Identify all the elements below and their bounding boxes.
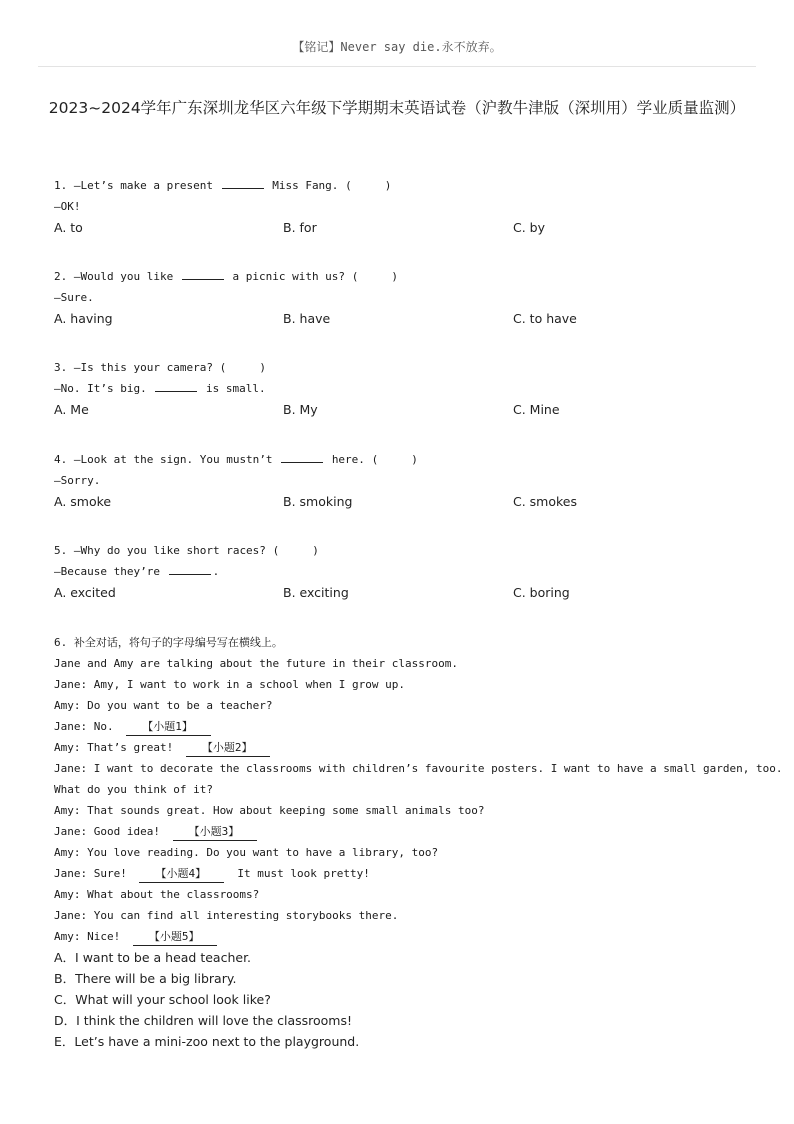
header-divider xyxy=(38,66,756,67)
answer-blank[interactable] xyxy=(182,267,224,280)
option-c[interactable]: C. to have xyxy=(513,311,577,326)
reply-text: . xyxy=(212,565,220,578)
question-text: a picnic with us? xyxy=(232,270,346,283)
answer-slot-4[interactable]: 【小题4】 xyxy=(139,866,224,883)
question-1-options xyxy=(54,217,754,239)
answer-slot-1[interactable]: 【小题1】 xyxy=(126,719,211,736)
question-4-reply: —Sorry. xyxy=(54,474,101,487)
answer-paren[interactable]: ( ) xyxy=(351,270,399,283)
option-c[interactable]: C. boring xyxy=(513,585,570,600)
dialog-intro: Jane and Amy are talking about the future in their classroom. xyxy=(54,657,458,670)
option-a[interactable]: A. excited xyxy=(54,585,116,600)
dialog-text: It must look pretty! xyxy=(237,867,370,880)
option-b[interactable]: B. smoking xyxy=(283,494,353,509)
answer-paren[interactable]: ( ) xyxy=(345,179,392,192)
answer-slot-3[interactable]: 【小题3】 xyxy=(173,824,258,841)
question-2-prompt xyxy=(54,266,754,287)
answer-blank[interactable] xyxy=(155,379,197,392)
question-2-reply: —Sure. xyxy=(54,291,94,304)
question-text: —Is this your camera? xyxy=(73,361,213,374)
question-number: 4. xyxy=(54,453,68,466)
answer-paren[interactable]: ( ) xyxy=(272,544,319,557)
dialog-text: Amy: That’s great! xyxy=(54,741,174,754)
option-a[interactable]: A. Me xyxy=(54,402,89,417)
choice-c: C．What will your school look like? xyxy=(54,992,271,1007)
dialog-text: Jane: Sure! xyxy=(54,867,127,880)
option-b[interactable]: B. My xyxy=(283,402,318,417)
question-6-instruction: 6. 补全对话，将句子的字母编号写在横线上。 xyxy=(54,636,283,649)
question-5-options xyxy=(54,582,754,604)
option-b[interactable]: B. exciting xyxy=(283,585,349,600)
question-text: —Let’s make a present xyxy=(73,179,213,192)
answer-blank[interactable] xyxy=(281,450,323,463)
question-4-options xyxy=(54,491,754,513)
choice-b: B．There will be a big library. xyxy=(54,971,237,986)
question-text: —Why do you like short races? xyxy=(73,544,266,557)
answer-slot-5[interactable]: 【小题5】 xyxy=(133,929,218,946)
question-text: Miss Fang. xyxy=(272,179,339,192)
question-text: —Would you like xyxy=(73,270,174,283)
dialog-line: Amy: What about the classrooms? xyxy=(54,888,260,901)
dialog-line xyxy=(54,737,754,758)
dialog-line xyxy=(54,716,754,737)
answer-paren[interactable]: ( ) xyxy=(219,361,266,374)
dialog-line: Jane: I want to decorate the classrooms with children’s favourite posters. I want to have a small garden, too. xyxy=(54,762,783,775)
question-5 xyxy=(54,540,754,604)
question-5-prompt xyxy=(54,540,754,561)
dialog-line: What do you think of it? xyxy=(54,783,213,796)
dialog-text: Amy: Nice! xyxy=(54,930,121,943)
dialog-line: Amy: That sounds great. How about keeping some small animals too? xyxy=(54,804,485,817)
question-1 xyxy=(54,175,754,239)
question-number: 5. xyxy=(54,544,68,557)
dialog-line: Amy: Do you want to be a teacher? xyxy=(54,699,273,712)
question-5-reply xyxy=(54,561,754,582)
choice-d: D．I think the children will love the classrooms! xyxy=(54,1013,353,1028)
question-2-options xyxy=(54,308,754,330)
question-number: 3. xyxy=(54,361,68,374)
question-4 xyxy=(54,449,754,513)
reply-text: is small. xyxy=(205,382,266,395)
question-3-prompt xyxy=(54,357,754,378)
choice-a: A．I want to be a head teacher. xyxy=(54,950,252,965)
question-1-prompt xyxy=(54,175,754,196)
question-1-reply: —OK! xyxy=(54,200,81,213)
option-a[interactable]: A. having xyxy=(54,311,113,326)
question-text: —Look at the sign. You mustn’t xyxy=(73,453,273,466)
reply-text: —Because they’re xyxy=(54,565,160,578)
dialog-text: Jane: Good idea! xyxy=(54,825,160,838)
dialog-text: Jane: No. xyxy=(54,720,114,733)
dialog-line xyxy=(54,821,754,842)
header-motto: 【铭记】Never say die.永不放弃。 xyxy=(292,40,502,54)
option-c[interactable]: C. by xyxy=(513,220,546,235)
dialog-line: Jane: Amy, I want to work in a school when I grow up. xyxy=(54,678,405,691)
option-b[interactable]: B. have xyxy=(283,311,331,326)
question-text: here. xyxy=(331,453,365,466)
dialog-line: Jane: You can find all interesting storybooks there. xyxy=(54,909,399,922)
question-3-reply xyxy=(54,378,754,399)
question-3-options xyxy=(54,399,754,421)
answer-blank[interactable] xyxy=(222,176,264,189)
answer-paren[interactable]: ( ) xyxy=(371,453,418,466)
dialog-line xyxy=(54,863,754,884)
question-2 xyxy=(54,266,754,330)
dialog-line xyxy=(54,926,754,947)
question-6 xyxy=(54,632,783,1052)
option-b[interactable]: B. for xyxy=(283,220,317,235)
choice-e: E．Let’s have a mini-zoo next to the playground. xyxy=(54,1034,360,1049)
question-3 xyxy=(54,357,754,421)
reply-text: —No. It’s big. xyxy=(54,382,147,395)
option-c[interactable]: C. smokes xyxy=(513,494,578,509)
dialog-line: Amy: You love reading. Do you want to have a library, too? xyxy=(54,846,439,859)
option-c[interactable]: C. Mine xyxy=(513,402,560,417)
option-a[interactable]: A. to xyxy=(54,220,83,235)
question-number: 1. xyxy=(54,179,68,192)
answer-blank[interactable] xyxy=(169,562,211,575)
option-a[interactable]: A. smoke xyxy=(54,494,112,509)
question-4-prompt xyxy=(54,449,754,470)
page-title: 2023~2024学年广东深圳龙华区六年级下学期期末英语试卷（沪教牛津版（深圳用）学业质量监测） xyxy=(48,99,746,117)
question-number: 2. xyxy=(54,270,68,283)
answer-slot-2[interactable]: 【小题2】 xyxy=(186,740,271,757)
